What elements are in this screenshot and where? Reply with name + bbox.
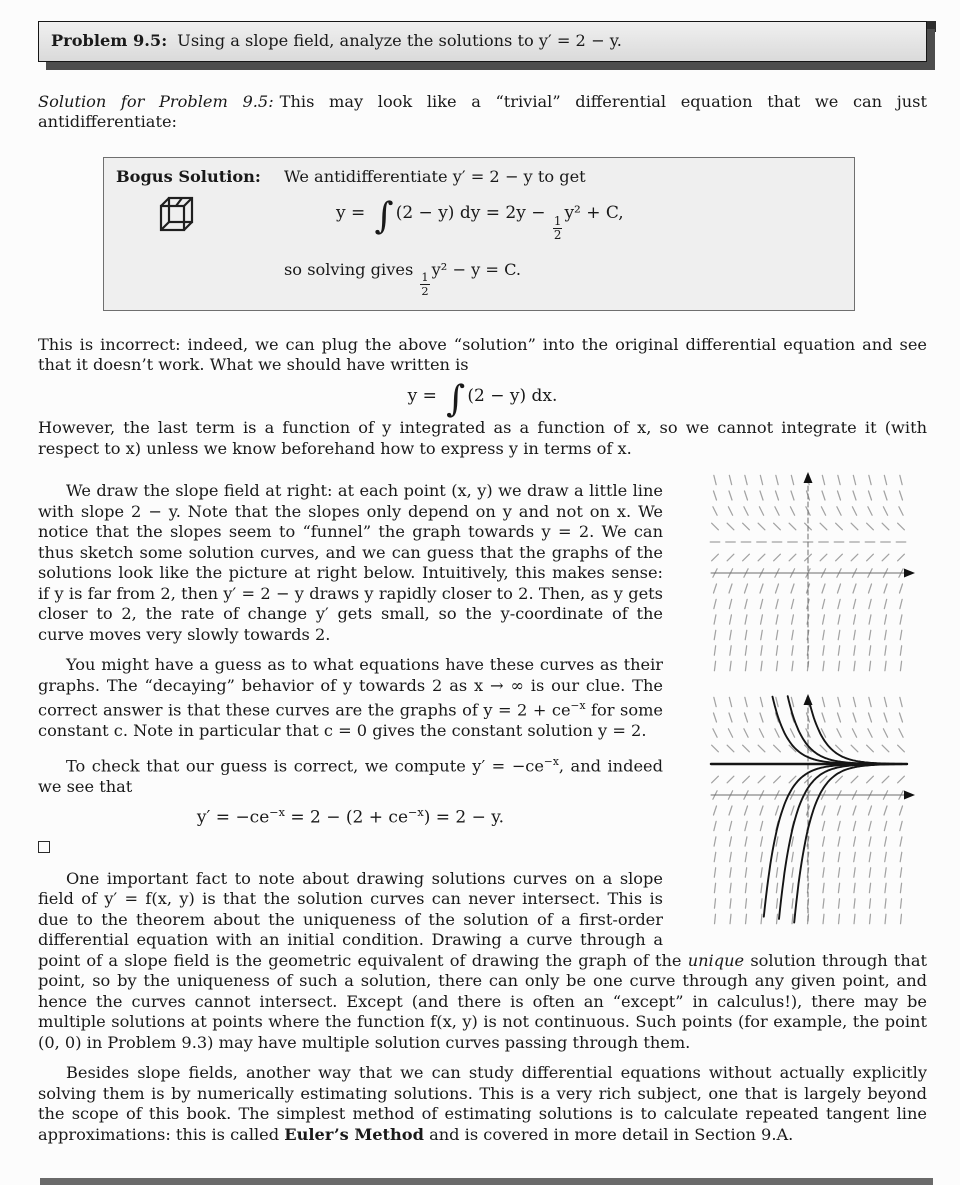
display-equation-integral-dx: y = ∫ (2 − y) dx. <box>407 377 558 421</box>
bogus-solution-box <box>103 157 855 311</box>
paragraph-incorrect: This is incorrect: indeed, we can plug the above “solution” into the original differential equation and see that it doesn’t work. What we should have written is <box>38 334 927 375</box>
paragraph-uniqueness: One important fact to note about drawing solutions curves on a slope field of y′ = f(x, y) is that the solution curves can never intersect. This is due to the theorem about the uniqueness of the solution of a first-order differential equation with an initial condition. Drawing a curve through a point of a slope field is the geometric equivalent of drawing the graph of the unique solution through that point, so by the uniqueness of such a solution, there can only be one curve through any given point, and hence the curves cannot intersect. Except (and there is often an “except” in calculus!), there may be multiple solutions at points where the function f(x, y) is not continuous. Such points (for example, the point (0, 0) in Problem 9.3) may have multiple solution curves passing through them. <box>38 868 927 1052</box>
paragraph-guess: You might have a guess as to what equations have these curves as their graphs. The “decaying” behavior of y towards 2 as x → ∞ is our clue. The correct answer is that these curves are the graphs of $y = 2 + ce^{-x}$ for some constant c. Note in particular that c = 0 gives the constant solution y = 2. <box>38 655 663 741</box>
bogus-line1: We antidifferentiate y′ = 2 − y to get <box>284 166 586 186</box>
next-section-bar <box>40 1178 933 1185</box>
bogus-label: Bogus Solution: <box>116 166 261 186</box>
problem-statement: Using a slope field, analyze the solutions to y′ = 2 − y. <box>177 31 622 50</box>
paragraph-eulers-method: Besides slope fields, another way that we can study differential equations without actually explicitly solving them is by numerically estimating solutions. This is a very rich subject, one that is largely beyond the scope of this book. The simplest method of estimating solutions is to calculate repeated tangent line approximations: this is called Euler’s Method and is covered in more detail in Section 9.A. <box>38 1063 927 1144</box>
paragraph-however: However, the last term is a function of y integrated as a function of x, so we cannot integrate it (with respect to x) unless we know beforehand how to express y in terms of x. <box>38 418 927 458</box>
figure-column <box>677 471 927 928</box>
slope-field-with-curves-figure <box>706 693 927 928</box>
display-equation-check: $y' = -ce^{-x} = 2 - (2 + ce^{-x}) = 2 - y$. <box>196 806 505 828</box>
wireframe-box-icon <box>154 193 198 241</box>
bogus-equation: y = ∫ (2 − y) dy = 2y − $\frac{1}{2}$ y² + C, <box>336 194 624 242</box>
paragraph-check: To check that our guess is correct, we compute $y' = -ce^{-x}$, and indeed we see that <box>38 754 663 796</box>
problem-box <box>38 21 927 62</box>
problem-label: Problem 9.5: <box>51 31 168 50</box>
slope-field-figure <box>706 471 927 675</box>
solution-intro-text: This may look like a “trivial” differential equation that we can just antidifferentiate: <box>38 91 927 131</box>
paragraph-slope-field: We draw the slope field at right: at each point (x, y) we draw a little line with slope 2 − y. Note that the slopes only depend on y and not on x. We notice that the slopes seem to “funnel” the graph towards y = 2. We can thus sketch some solution curves, and we can guess that the graphs of the solutions look like the picture at right below. Intuitively, this makes sense: if y is far from 2, then y′ = 2 − y draws y rapidly closer to 2. Then, as y gets closer to 2, the rate of change y′ gets small, so the y-coordinate of the curve moves very slowly towards 2. <box>38 481 663 644</box>
solution-lead: Solution for Problem 9.5: <box>38 91 274 111</box>
solution-intro <box>38 92 927 133</box>
textbook-page <box>0 21 960 1145</box>
bogus-line2: so solving gives $\frac{1}{2}$ y² − y = C. <box>284 260 522 299</box>
qed-box <box>38 841 50 853</box>
